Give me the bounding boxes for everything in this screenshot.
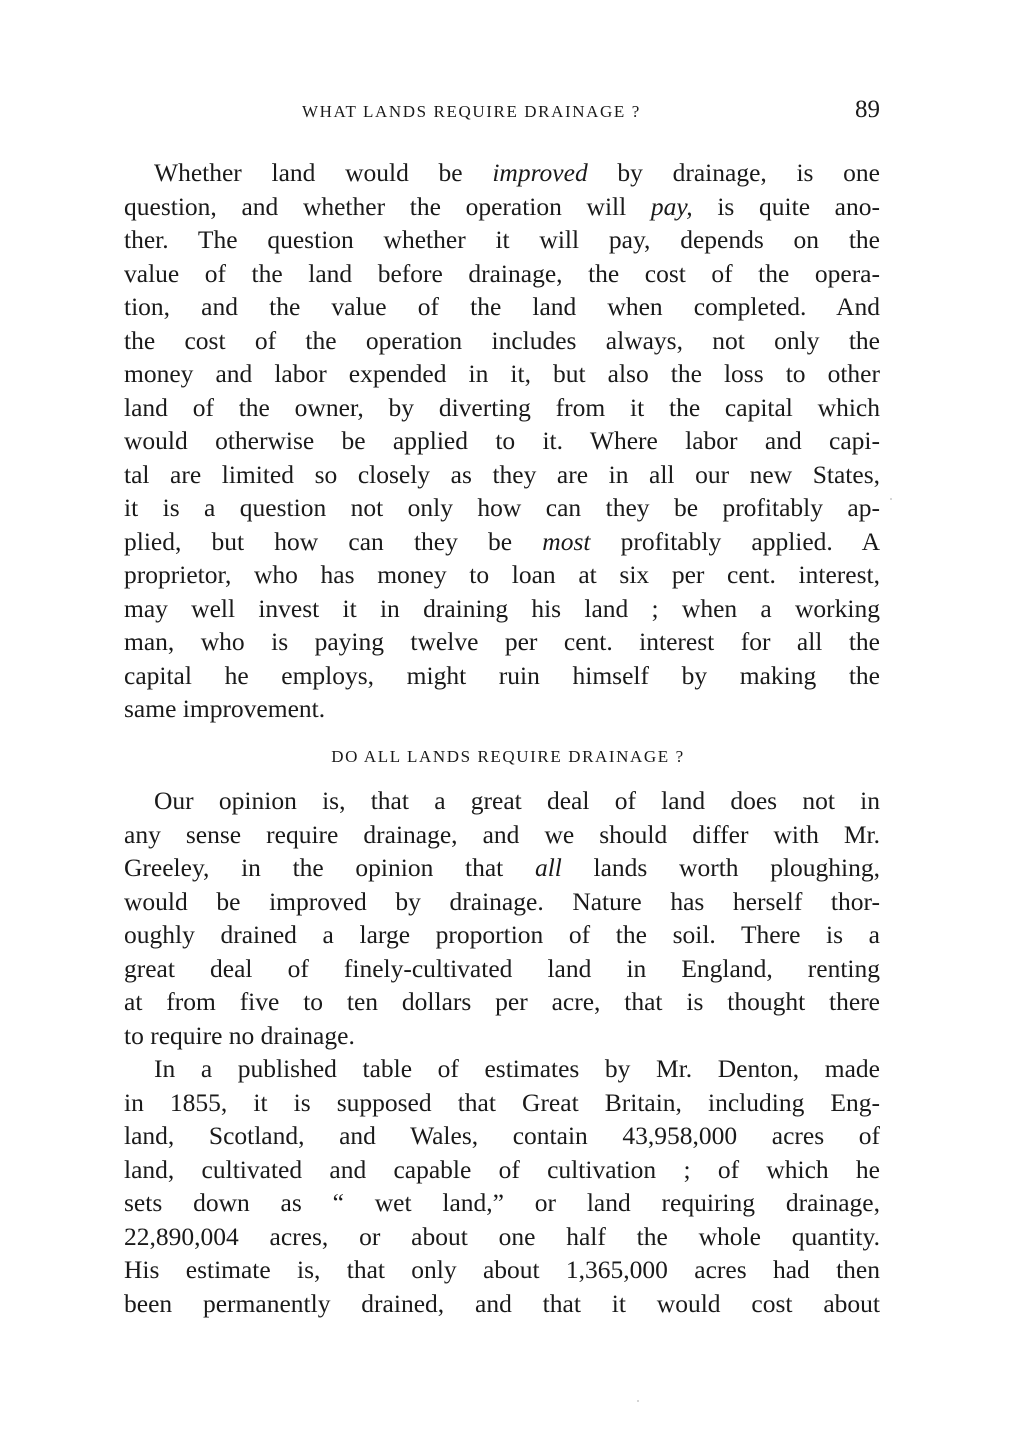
text-line: sets down as “ wet land,” or land requiring drainage, (124, 1188, 880, 1217)
text-line: oughly drained a large proportion of the soil. There is a (124, 920, 880, 949)
running-head (124, 98, 880, 130)
paragraph-cost-of-drainage (124, 156, 880, 726)
text-line: great deal of finely-cultivated land in England, renting (124, 953, 880, 983)
text-line: would otherwise be applied to it. Where labor and capi- (124, 426, 880, 455)
text-line: any sense require drainage, and we should differ with Mr. (124, 819, 880, 849)
text-line: question, and whether the operation will pay, is quite ano- (124, 191, 880, 221)
text-line: at from five to ten dollars per acre, that is thought there (124, 987, 880, 1016)
text-line: 22,890,004 acres, or about one half the whole quantity. (124, 1221, 880, 1251)
text-line: land, Scotland, and Wales, contain 43,958,000 acres of (124, 1121, 880, 1150)
text-line: His estimate is, that only about 1,365,000 acres had then (124, 1255, 880, 1284)
page-number: 89 (855, 96, 880, 123)
paper-speck (890, 498, 892, 500)
text-line: to require no drainage. (124, 1020, 355, 1050)
paragraph-denton-estimates (124, 1052, 880, 1320)
text-line: land of the owner, by diverting from it the capital which (124, 392, 880, 422)
text-line: in 1855, it is supposed that Great Britain, including Eng- (124, 1087, 880, 1117)
text-line: Our opinion is, that a great deal of land does not in (154, 786, 880, 815)
text-line: In a published table of estimates by Mr. Denton, made (154, 1054, 880, 1083)
text-line: capital he employs, might ruin himself by making the (124, 660, 880, 690)
text-line: Greeley, in the opinion that all lands worth ploughing, (124, 853, 880, 882)
text-line: proprietor, who has money to loan at six per cent. interest, (124, 560, 880, 589)
text-line: plied, but how can they be most profitably applied. A (124, 526, 880, 556)
paper-speck (637, 1400, 639, 1402)
text-line: been permanently drained, and that it would cost about (124, 1288, 880, 1318)
running-title: WHAT LANDS REQUIRE DRAINAGE ? (302, 102, 641, 121)
text-line: same improvement. (124, 694, 326, 723)
text-line: ther. The question whether it will pay, depends on the (124, 225, 880, 254)
text-line: it is a question not only how can they be profitably ap- (124, 493, 880, 522)
section-heading: DO ALL LANDS REQUIRE DRAINAGE ? (331, 747, 685, 766)
text-line: money and labor expended in it, but also the loss to other (124, 359, 880, 388)
paragraph-opinion (124, 784, 880, 1052)
text-line: value of the land before drainage, the cost of the opera- (124, 258, 880, 288)
text-line: tion, and the value of the land when completed. And (124, 292, 880, 321)
text-line: would be improved by drainage. Nature has herself thor- (124, 886, 880, 916)
text-line: may well invest it in draining his land ; when a working (124, 593, 880, 623)
text-line: Whether land would be improved by drainage, is one (154, 158, 880, 187)
text-line: tal are limited so closely as they are in all our new States, (124, 459, 880, 489)
text-line: man, who is paying twelve per cent. interest for all the (124, 627, 880, 656)
text-line: land, cultivated and capable of cultivation ; of which he (124, 1154, 880, 1184)
text-line: the cost of the operation includes always, not only the (124, 325, 880, 355)
